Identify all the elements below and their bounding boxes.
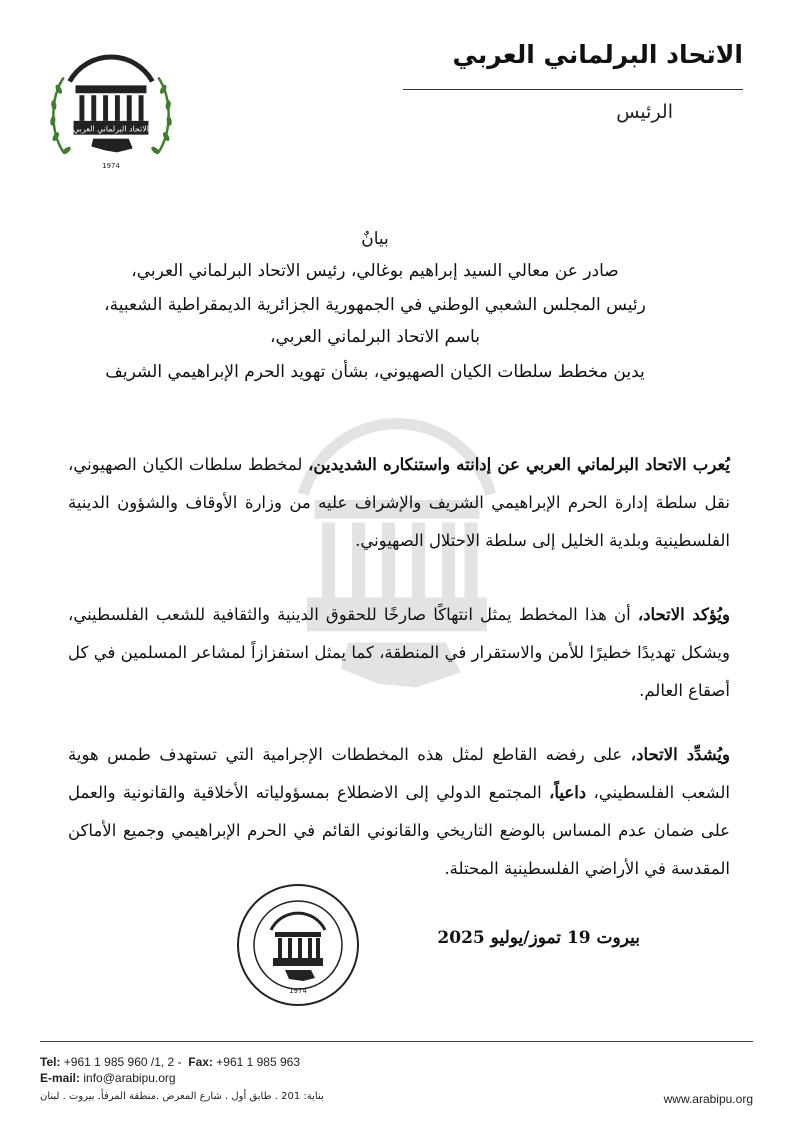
header-divider — [403, 89, 743, 90]
paragraph-3-lead: ويُشدِّد الاتحاد، — [630, 745, 730, 764]
organization-name: الاتحاد البرلماني العربي — [452, 40, 743, 69]
email-value[interactable]: info@arabipu.org — [83, 1071, 176, 1085]
statement-line-2: رئيس المجلس الشعبي الوطني في الجمهورية الجزائرية الديمقراطية الشعبية، — [104, 295, 646, 315]
paragraph-1-text: لمخطط سلطات الكيان الصهيوني، نقل سلطة إدارة الحرم الإبراهيمي الشريف والإشراف عليه من وزارة الأوقاف والشؤون الدينية الفلسطينية وبلدية الخليل إلى سلطة الاحتلال الصهيوني. — [68, 455, 730, 550]
paragraph-3 — [68, 736, 730, 888]
logo-year: 1974 — [102, 162, 120, 171]
logo-banner-text: الاتحاد البرلماني العربي — [73, 124, 149, 134]
paragraph-2-lead: ويُؤكد الاتحاد، — [637, 605, 730, 624]
tel-value: +961 1 985 960 /1, 2 - — [63, 1055, 182, 1069]
footer-email-line — [40, 1070, 300, 1086]
union-logo — [42, 42, 180, 180]
footer-website[interactable]: www.arabipu.org — [663, 1092, 753, 1106]
paragraph-3-text-b: المجتمع الدولي إلى الاضطلاع بمسؤولياته الأخلاقية والقانونية والعمل على ضمان عدم المساس بالوضع التاريخي والقانوني القائم في الحرم الإبراهيمي وجميع الأماكن المقدسة في الأراضي الفلسطينية المحتلة. — [68, 783, 730, 878]
official-stamp — [233, 880, 363, 1010]
tel-label: Tel: — [40, 1055, 61, 1069]
paragraph-1-lead: يُعرب الاتحاد البرلماني العربي عن إدانته واستنكاره الشديدين، — [308, 455, 730, 474]
statement-line-1: صادر عن معالي السيد إبراهيم بوغالي، رئيس الاتحاد البرلماني العربي، — [131, 261, 619, 281]
date-line: بيروت 19 تموز/يوليو 2025 — [437, 928, 640, 948]
footer-phone-line — [40, 1054, 300, 1070]
paragraph-2-text: أن هذا المخطط يمثل انتهاكًا صارخًا للحقوق الدينية والثقافية للشعب الفلسطيني، ويشكل تهديدًا خطيرًا للأمن والاستقرار في المنطقة، كما يمثل استفزازاً لمشاعر المسلمين في كل أصقاع العالم. — [68, 605, 730, 700]
paragraph-3-lead-b: داعياً، — [549, 783, 587, 802]
office-title: الرئيس — [616, 101, 673, 123]
statement-line-4: يدين مخطط سلطات الكيان الصهيوني، بشأن تهويد الحرم الإبراهيمي الشريف — [105, 362, 645, 382]
email-label: E-mail: — [40, 1071, 81, 1085]
statement-line-3: باسم الاتحاد البرلماني العربي، — [270, 327, 480, 347]
footer-address: بناية: 201 . طابق أول . شارع المعرض .منطقة المرفأ. بيروت . لبنان — [40, 1091, 324, 1102]
fax-value: +961 1 985 963 — [216, 1055, 301, 1069]
footer-divider — [40, 1041, 753, 1042]
fax-label: Fax: — [188, 1055, 213, 1069]
stamp-year: 1974 — [289, 987, 307, 995]
paragraph-1 — [68, 446, 730, 560]
paragraph-2 — [68, 596, 730, 710]
paragraph-3-text-a: على رفضه القاطع لمثل هذه المخططات الإجرامية التي تستهدف طمس هوية الشعب الفلسطيني، — [68, 745, 730, 802]
footer-contact — [40, 1054, 300, 1086]
statement-title: بيانٌ — [361, 229, 389, 249]
